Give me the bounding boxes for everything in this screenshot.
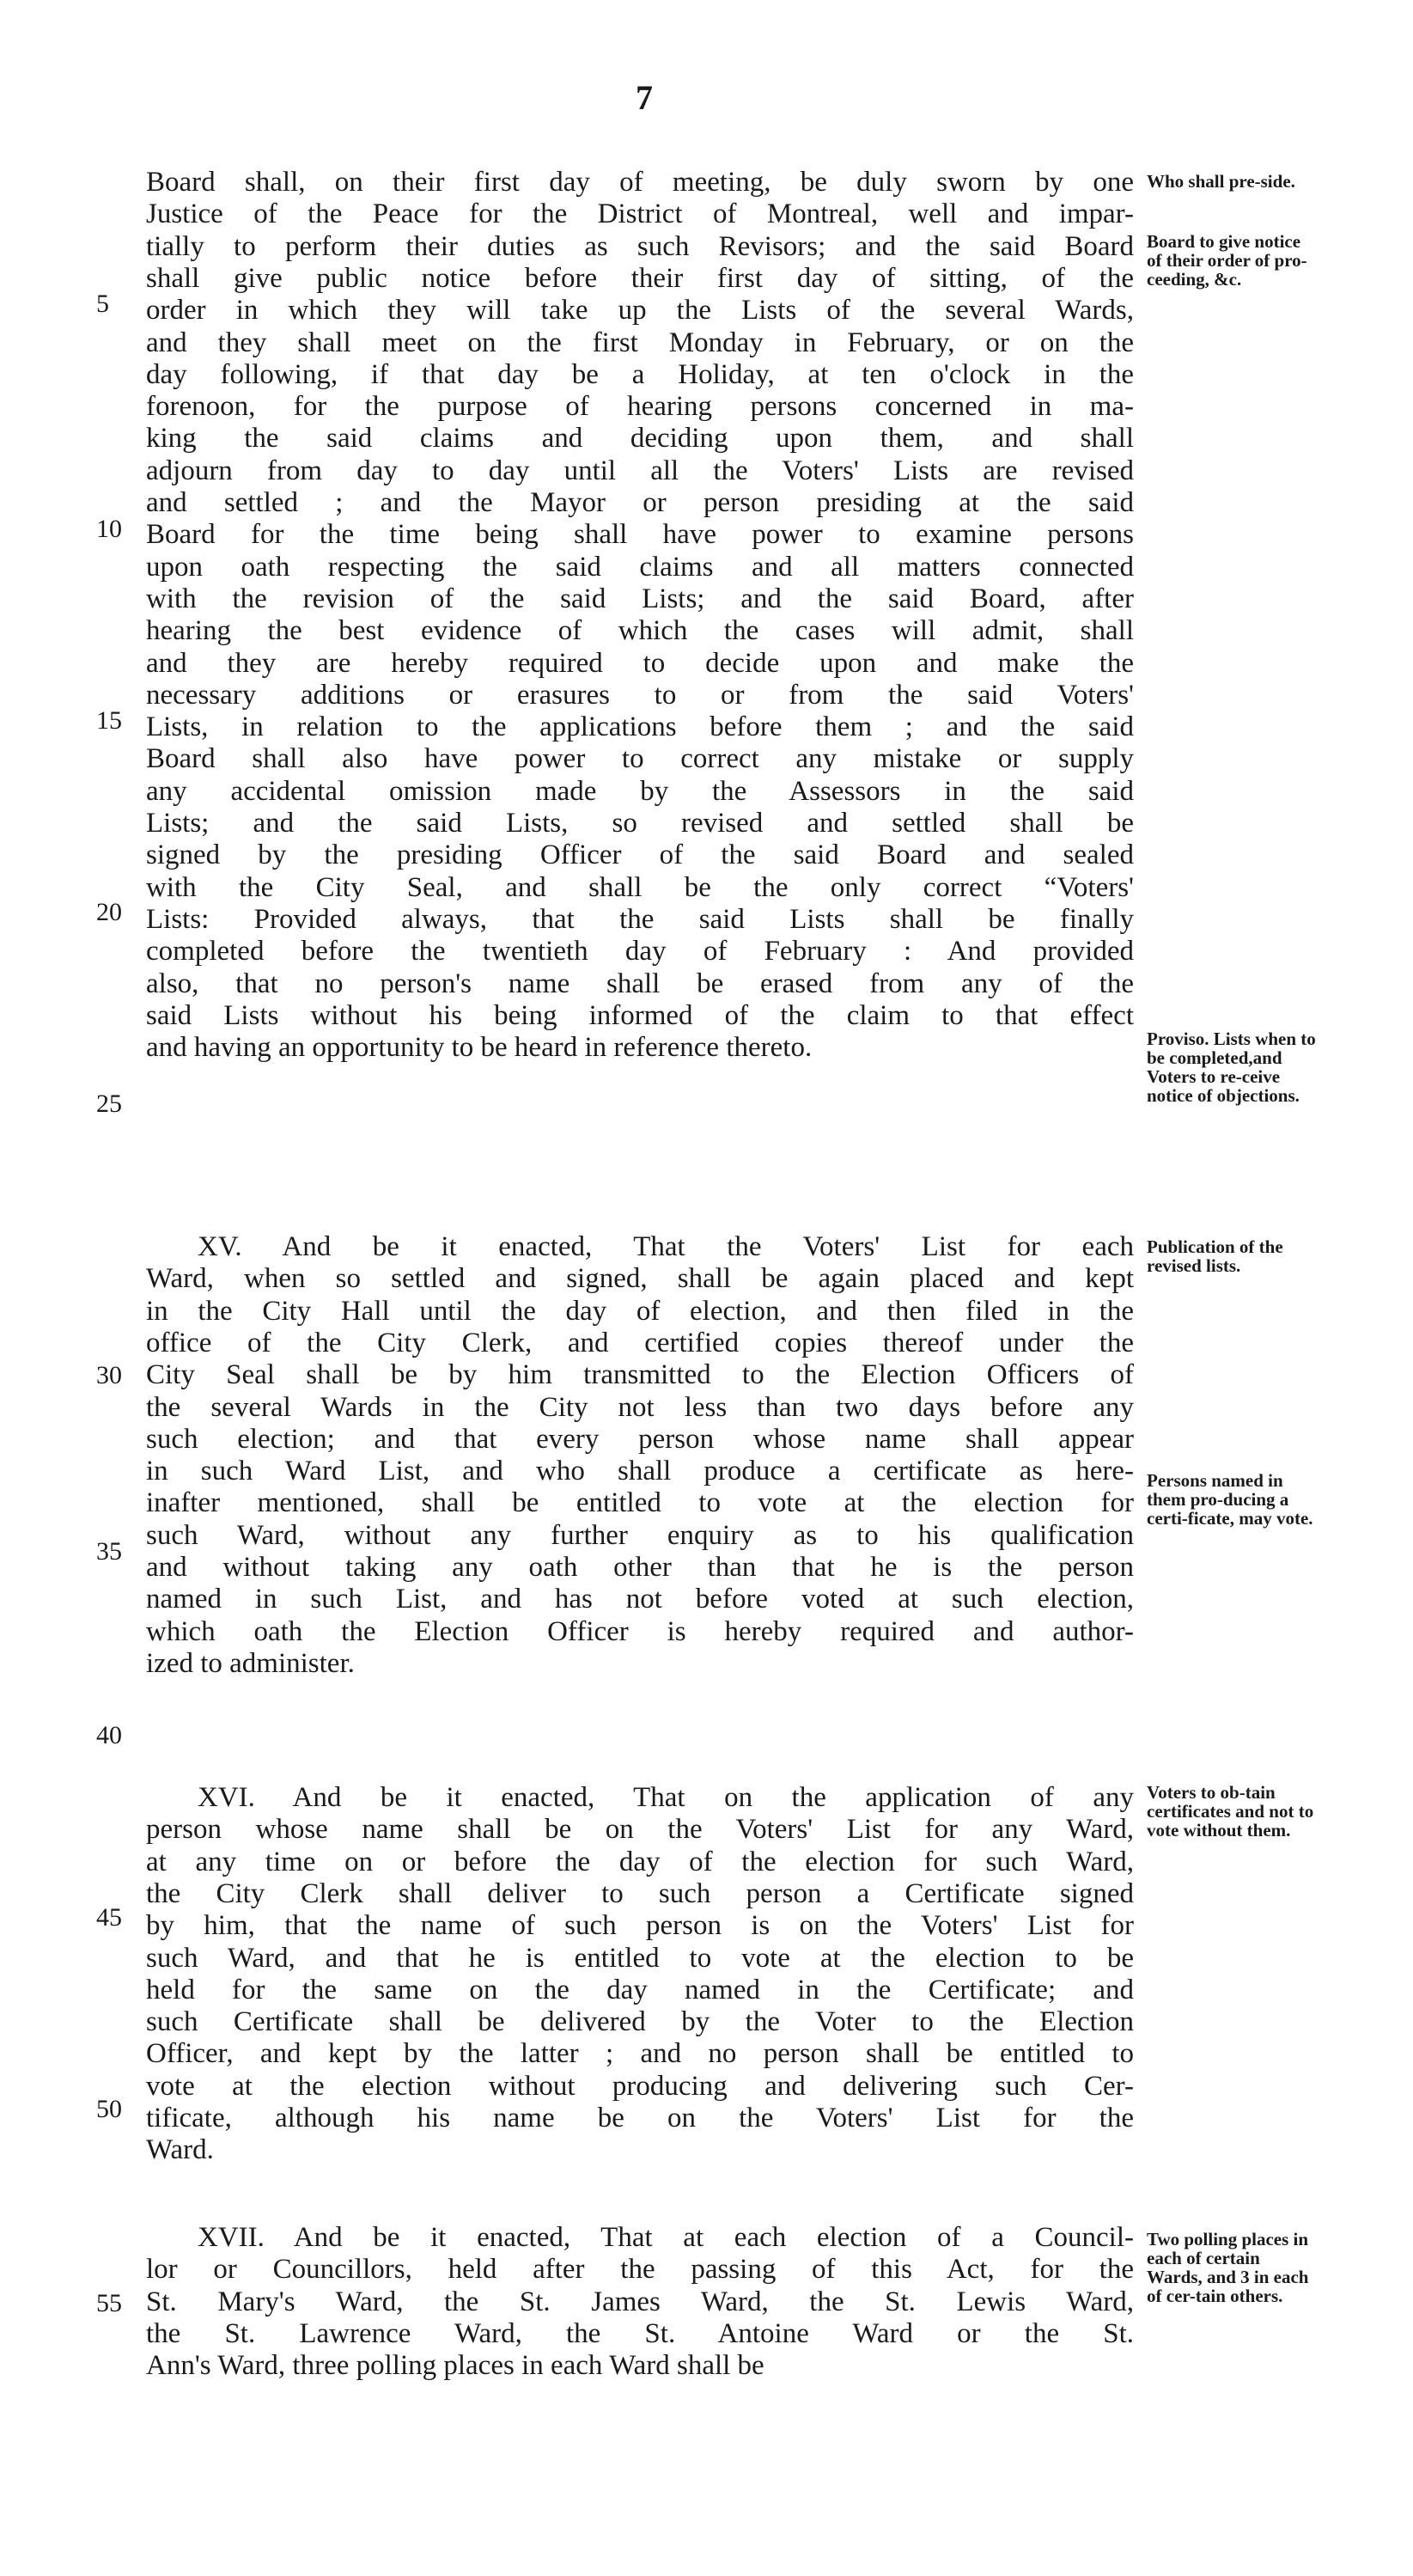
text-line: Officer, and kept by the latter ; and no person shall be entitled to: [146, 2038, 1134, 2070]
text-line: in the City Hall until the day of election, and then filed in the: [146, 1295, 1134, 1327]
text-line: king the said claims and deciding upon them, and shall: [146, 423, 1134, 455]
text-line: said Lists without his being informed of the claim to that effect: [146, 999, 1134, 1031]
text-line: order in which they will take up the Lists of the several Wards,: [146, 295, 1134, 327]
line-number: 10: [96, 515, 122, 543]
text-line: and without taking any oath other than that he is the person: [146, 1552, 1134, 1583]
line-number: 40: [96, 1721, 122, 1749]
text-line: forenoon, for the purpose of hearing persons concerned in ma-: [146, 391, 1134, 423]
text-line: such Ward, and that he is entitled to vote at the election to be: [146, 1942, 1134, 1974]
text-line: and they are hereby required to decide upon and make the: [146, 647, 1134, 679]
margin-note: Two polling places in each of certain Wards, and 3 in each of cer-tain others.: [1147, 2229, 1309, 2306]
text-line: held for the same on the day named in the Certificate; and: [146, 1974, 1134, 2005]
text-line: signed by the presiding Officer of the said Board and sealed: [146, 839, 1134, 871]
text-line: XVII. And be it enacted, That at each election of a Council-: [198, 2222, 1134, 2253]
text-line: with the City Seal, and shall be the only correct “Voters': [146, 871, 1134, 903]
line-number: 15: [96, 706, 122, 735]
line-number: 45: [96, 1903, 122, 1932]
text-line: Justice of the Peace for the District of Montreal, well and impar-: [146, 198, 1134, 230]
margin-note: Voters to ob-tain certificates and not to vote without them.: [1147, 1782, 1314, 1840]
margin-note: Proviso. Lists when to be completed,and Voters to re-ceive notice of objections.: [1147, 1029, 1316, 1106]
text-line: ized to administer.: [146, 1647, 355, 1679]
text-line: shall give public notice before their first day of sitting, of the: [146, 262, 1134, 294]
text-line: and they shall meet on the first Monday in February, or on the: [146, 327, 1134, 358]
text-line: lor or Councillors, held after the passing of this Act, for the: [146, 2254, 1134, 2286]
text-line: Board shall also have power to correct any mistake or supply: [146, 743, 1134, 775]
text-line: tificate, although his name be on the Voters' List for the: [146, 2103, 1134, 2133]
margin-note: Publication of the revised lists.: [1147, 1236, 1283, 1276]
line-number: 30: [96, 1361, 122, 1389]
text-line: City Seal shall be by him transmitted to the Election Officers of: [146, 1359, 1134, 1391]
text-line: vote at the election without producing and delivering such Cer-: [146, 2070, 1134, 2102]
line-number: 25: [96, 1090, 122, 1118]
text-line: inafter mentioned, shall be entitled to vote at the election for: [146, 1487, 1134, 1519]
text-line: the several Wards in the City not less than two days before any: [146, 1391, 1134, 1423]
text-line: tially to perform their duties as such Revisors; and the said Board: [146, 230, 1134, 262]
line-number: 20: [96, 898, 122, 926]
text-line: in such Ward List, and who shall produce a certificate as here-: [146, 1456, 1134, 1487]
text-line: Lists; and the said Lists, so revised and settled shall be: [146, 808, 1134, 839]
text-line: XV. And be it enacted, That the Voters' List for each: [198, 1231, 1134, 1262]
text-line: adjourn from day to day until all the Voters' Lists are revised: [146, 455, 1134, 486]
text-line: day following, if that day be a Holiday, at ten o'clock in the: [146, 358, 1134, 390]
text-line: Ward, when so settled and signed, shall be again placed and kept: [146, 1263, 1134, 1295]
margin-note: Board to give notice of their order of pro-ceeding, &c.: [1147, 231, 1307, 290]
text-line: and settled ; and the Mayor or person presiding at the said: [146, 487, 1134, 518]
margin-note: Persons named in them pro-ducing a certi-ficate, may vote.: [1147, 1470, 1313, 1529]
text-line: such Certificate shall be delivered by the Voter to the Election: [146, 2006, 1134, 2038]
text-line: XVI. And be it enacted, That on the application of any: [198, 1782, 1134, 1813]
text-line: necessary additions or erasures to or from the said Voters': [146, 679, 1134, 711]
text-line: person whose name shall be on the Voters' List for any Ward,: [146, 1814, 1134, 1846]
text-line: any accidental omission made by the Assessors in the said: [146, 775, 1134, 807]
text-line: the St. Lawrence Ward, the St. Antoine Ward or the St.: [146, 2317, 1134, 2349]
page-number: 7: [636, 78, 653, 117]
text-line: which oath the Election Officer is hereby required and author-: [146, 1615, 1134, 1647]
text-line: such Ward, without any further enquiry as to his qualification: [146, 1519, 1134, 1551]
margin-note: Who shall pre-side.: [1147, 171, 1295, 192]
text-line: upon oath respecting the said claims and all matters connected: [146, 551, 1134, 583]
line-number: 35: [96, 1537, 122, 1566]
text-line: St. Mary's Ward, the St. James Ward, the St. Lewis Ward,: [146, 2286, 1134, 2317]
text-line: hearing the best evidence of which the cases will admit, shall: [146, 615, 1134, 647]
text-line: Ward.: [146, 2134, 214, 2166]
text-line: such election; and that every person whose name shall appear: [146, 1423, 1134, 1455]
text-line: named in such List, and has not before voted at such election,: [146, 1584, 1134, 1615]
text-line: Board shall, on their first day of meeting, be duly sworn by one: [146, 167, 1134, 198]
text-line: at any time on or before the day of the election for such Ward,: [146, 1846, 1134, 1877]
text-line: by him, that the name of such person is on the Voters' List for: [146, 1910, 1134, 1942]
text-line: Lists, in relation to the applications before them ; and the said: [146, 711, 1134, 743]
text-line: Board for the time being shall have power to examine persons: [146, 519, 1134, 551]
line-number: 5: [96, 290, 109, 318]
text-line: completed before the twentieth day of February : And provided: [146, 936, 1134, 968]
text-line: the City Clerk shall deliver to such person a Certificate signed: [146, 1877, 1134, 1909]
text-line: office of the City Clerk, and certified copies thereof under the: [146, 1327, 1134, 1358]
line-number: 50: [96, 2095, 122, 2123]
text-line: with the revision of the said Lists; and the said Board, after: [146, 583, 1134, 614]
text-line: Lists: Provided always, that the said Lists shall be finally: [146, 903, 1134, 935]
text-line: also, that no person's name shall be erased from any of the: [146, 968, 1134, 999]
text-line: Ann's Ward, three polling places in each Ward shall be: [146, 2350, 764, 2382]
text-line: and having an opportunity to be heard in reference thereto.: [146, 1032, 813, 1064]
line-number: 55: [96, 2289, 122, 2317]
